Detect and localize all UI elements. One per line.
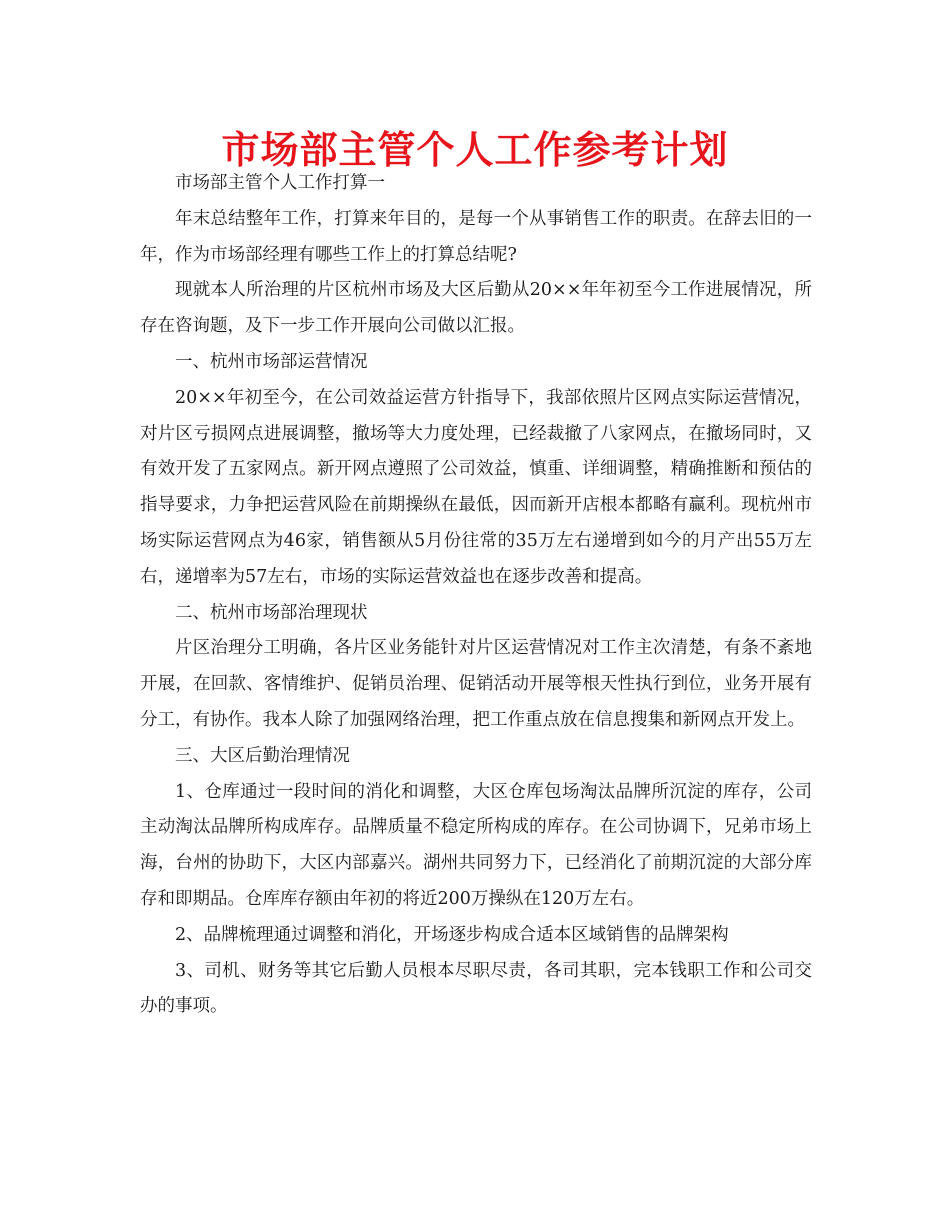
paragraph-item-1: 1、仓库通过一段时间的消化和调整，大区仓库包场淘汰品牌所沉淀的库存，公司主动淘汰品牌所构成库存。品牌质量不稳定所构成的库存。在公司协调下，兄弟市场上海，台州的协助下，大区内部嘉兴。湖州共同努力下，已经消化了前期沉淀的大部分库存和即期品。仓库库存额由年初的将近200万操纵在120万左右。 <box>140 781 812 909</box>
paragraph-item-2: 2、品牌梳理通过调整和消化，开场逐步构成合适本区域销售的品牌架构 <box>175 924 729 945</box>
document-title: 市场部主管个人工作参考计划 <box>221 128 729 172</box>
document-body <box>140 166 812 1025</box>
section-heading-3: 三、大区后勤治理情况 <box>175 745 350 766</box>
paragraph-item-3: 3、司机、财务等其它后勤人员根本尽职尽责，各司其职，完本钱职工作和公司交办的事项。 <box>140 960 812 1017</box>
paragraph-report-scope: 现就本人所治理的片区杭州市场及大区后勤从20××年年初至今工作进展情况，所存在咨询题，及下一步工作开展向公司做以汇报。 <box>140 280 812 337</box>
section-heading-1: 一、杭州市场部运营情况 <box>175 351 368 372</box>
paragraph-subtitle: 市场部主管个人工作打算一 <box>175 173 385 193</box>
paragraph-intro: 年末总结整年工作，打算来年目的，是每一个从事销售工作的职责。在辞去旧的一年，作为市场部经理有哪些工作上的打算总结呢? <box>140 208 812 265</box>
paragraph-section-2: 片区治理分工明确，各片区业务能针对片区运营情况对工作主次清楚，有条不紊地开展，在回款、客情维护、促销员治理、促销活动开展等根天性执行到位，业务开展有分工，有协作。我本人除了加强网络治理，把工作重点放在信息搜集和新网点开发上。 <box>140 638 812 730</box>
paragraph-section-1: 20××年初至今，在公司效益运营方针指导下，我部依照片区网点实际运营情况，对片区亏损网点进展调整，撤场等大力度处理，已经裁撤了八家网点，在撤场同时，又有效开发了五家网点。新开网点遵照了公司效益，慎重、详细调整，精确推断和预估的指导要求，力争把运营风险在前期操纵在最低，因而新开店根本都略有赢利。现杭州市场实际运营网点为46家，销售额从5月份往常的35万左右递增到如今的月产出55万左右，递增率为57左右，市场的实际运营效益也在逐步改善和提高。 <box>140 387 812 587</box>
section-heading-2: 二、杭州市场部治理现状 <box>175 602 368 623</box>
